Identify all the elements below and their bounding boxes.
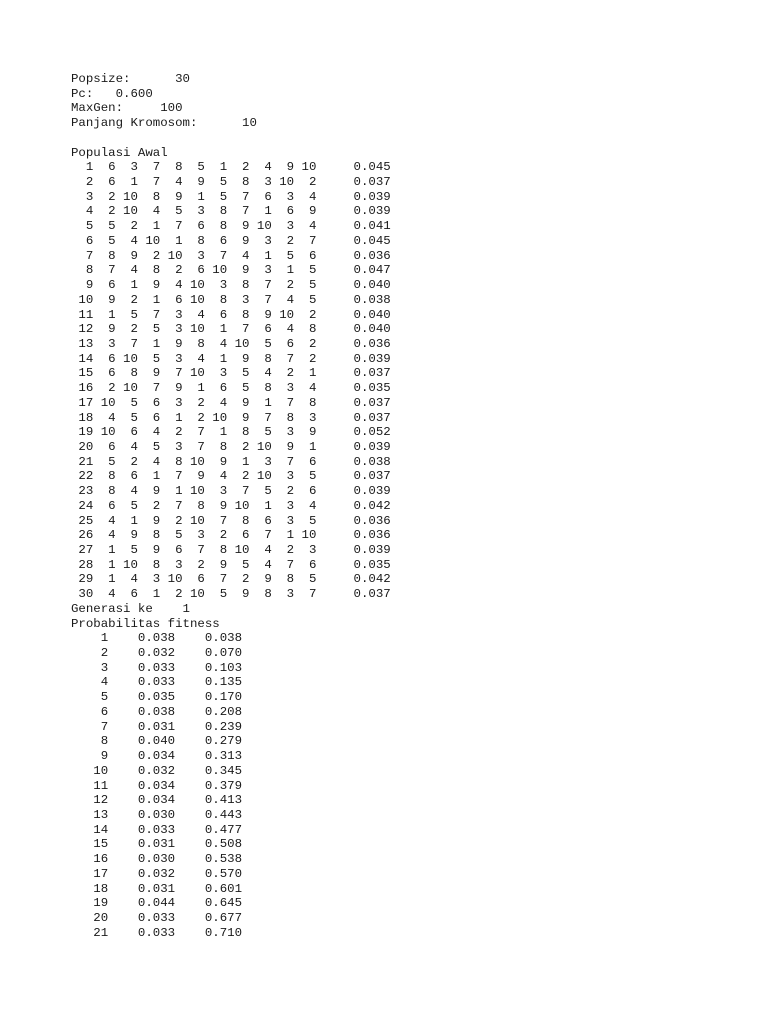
param-pc: Pc: 0.600 bbox=[71, 86, 153, 101]
probabilitas-row: 2 0.032 0.070 bbox=[71, 646, 243, 661]
populasi-row: 23 8 4 9 1 10 3 7 5 2 6 0.039 bbox=[71, 484, 391, 499]
populasi-awal-title: Populasi Awal bbox=[71, 145, 168, 160]
populasi-row: 7 8 9 2 10 3 7 4 1 5 6 0.036 bbox=[71, 248, 391, 263]
probabilitas-row: 8 0.040 0.279 bbox=[71, 734, 243, 749]
probabilitas-row: 14 0.033 0.477 bbox=[71, 822, 243, 837]
param-popsize: Popsize: 30 bbox=[71, 72, 190, 86]
populasi-row: 30 4 6 1 2 10 5 9 8 3 7 0.037 bbox=[71, 587, 391, 602]
populasi-row: 28 1 10 8 3 2 9 5 4 7 6 0.035 bbox=[71, 557, 391, 572]
probabilitas-row: 19 0.044 0.645 bbox=[71, 896, 243, 911]
populasi-row: 27 1 5 9 6 7 8 10 4 2 3 0.039 bbox=[71, 543, 391, 557]
populasi-row: 21 5 2 4 8 10 9 1 3 7 6 0.038 bbox=[71, 454, 391, 469]
populasi-row: 8 7 4 8 2 6 10 9 3 1 5 0.047 bbox=[71, 263, 391, 278]
populasi-row: 3 2 10 8 9 1 5 7 6 3 4 0.039 bbox=[71, 189, 391, 204]
probabilitas-row: 4 0.033 0.135 bbox=[71, 675, 243, 690]
blank-line bbox=[71, 131, 731, 146]
populasi-row: 2 6 1 7 4 9 5 8 3 10 2 0.037 bbox=[71, 175, 391, 190]
param-maxgen: MaxGen: 100 bbox=[71, 101, 183, 116]
probabilitas-row: 17 0.032 0.570 bbox=[71, 866, 243, 881]
populasi-row: 26 4 9 8 5 3 2 6 7 1 10 0.036 bbox=[71, 528, 391, 543]
probabilitas-row: 21 0.033 0.710 bbox=[71, 925, 243, 940]
probabilitas-row: 9 0.034 0.313 bbox=[71, 749, 243, 764]
populasi-row: 10 9 2 1 6 10 8 3 7 4 5 0.038 bbox=[71, 292, 391, 307]
probabilitas-fitness-table bbox=[71, 631, 731, 940]
probabilitas-row: 6 0.038 0.208 bbox=[71, 704, 243, 719]
populasi-row: 17 10 5 6 3 2 4 9 1 7 8 0.037 bbox=[71, 395, 391, 410]
probabilitas-row: 1 0.038 0.038 bbox=[71, 631, 243, 646]
probabilitas-row: 16 0.030 0.538 bbox=[71, 852, 243, 867]
program-output bbox=[71, 72, 731, 940]
probabilitas-row: 3 0.033 0.103 bbox=[71, 660, 243, 675]
probabilitas-row: 18 0.031 0.601 bbox=[71, 881, 243, 896]
generasi-label: Generasi ke 1 bbox=[71, 601, 190, 616]
param-panjang-kromosom: Panjang Kromosom: 10 bbox=[71, 116, 257, 131]
populasi-row: 24 6 5 2 7 8 9 10 1 3 4 0.042 bbox=[71, 498, 391, 513]
populasi-row: 15 6 8 9 7 10 3 5 4 2 1 0.037 bbox=[71, 366, 391, 381]
populasi-awal-table bbox=[71, 160, 731, 602]
populasi-row: 18 4 5 6 1 2 10 9 7 8 3 0.037 bbox=[71, 410, 391, 425]
populasi-row: 20 6 4 5 3 7 8 2 10 9 1 0.039 bbox=[71, 439, 391, 454]
populasi-row: 5 5 2 1 7 6 8 9 10 3 4 0.041 bbox=[71, 219, 391, 234]
populasi-row: 19 10 6 4 2 7 1 8 5 3 9 0.052 bbox=[71, 425, 391, 440]
populasi-row: 6 5 4 10 1 8 6 9 3 2 7 0.045 bbox=[71, 233, 391, 248]
probabilitas-row: 15 0.031 0.508 bbox=[71, 837, 243, 852]
populasi-row: 25 4 1 9 2 10 7 8 6 3 5 0.036 bbox=[71, 513, 391, 528]
parameter-block bbox=[71, 72, 731, 131]
probabilitas-row: 10 0.032 0.345 bbox=[71, 763, 243, 778]
probabilitas-fitness-title: Probabilitas fitness bbox=[71, 616, 220, 631]
populasi-row: 22 8 6 1 7 9 4 2 10 3 5 0.037 bbox=[71, 469, 391, 484]
populasi-row: 4 2 10 4 5 3 8 7 1 6 9 0.039 bbox=[71, 204, 391, 219]
probabilitas-row: 12 0.034 0.413 bbox=[71, 793, 243, 808]
probabilitas-row: 5 0.035 0.170 bbox=[71, 690, 243, 705]
populasi-row: 12 9 2 5 3 10 1 7 6 4 8 0.040 bbox=[71, 322, 391, 337]
populasi-row: 13 3 7 1 9 8 4 10 5 6 2 0.036 bbox=[71, 336, 391, 351]
probabilitas-row: 11 0.034 0.379 bbox=[71, 778, 243, 793]
probabilitas-row: 20 0.033 0.677 bbox=[71, 910, 243, 925]
populasi-row: 1 6 3 7 8 5 1 2 4 9 10 0.045 bbox=[71, 160, 391, 175]
populasi-row: 16 2 10 7 9 1 6 5 8 3 4 0.035 bbox=[71, 381, 391, 396]
probabilitas-row: 13 0.030 0.443 bbox=[71, 807, 243, 822]
populasi-row: 29 1 4 3 10 6 7 2 9 8 5 0.042 bbox=[71, 572, 391, 587]
populasi-row: 9 6 1 9 4 10 3 8 7 2 5 0.040 bbox=[71, 278, 391, 293]
probabilitas-row: 7 0.031 0.239 bbox=[71, 719, 243, 734]
populasi-row: 14 6 10 5 3 4 1 9 8 7 2 0.039 bbox=[71, 351, 391, 366]
populasi-row: 11 1 5 7 3 4 6 8 9 10 2 0.040 bbox=[71, 307, 391, 322]
